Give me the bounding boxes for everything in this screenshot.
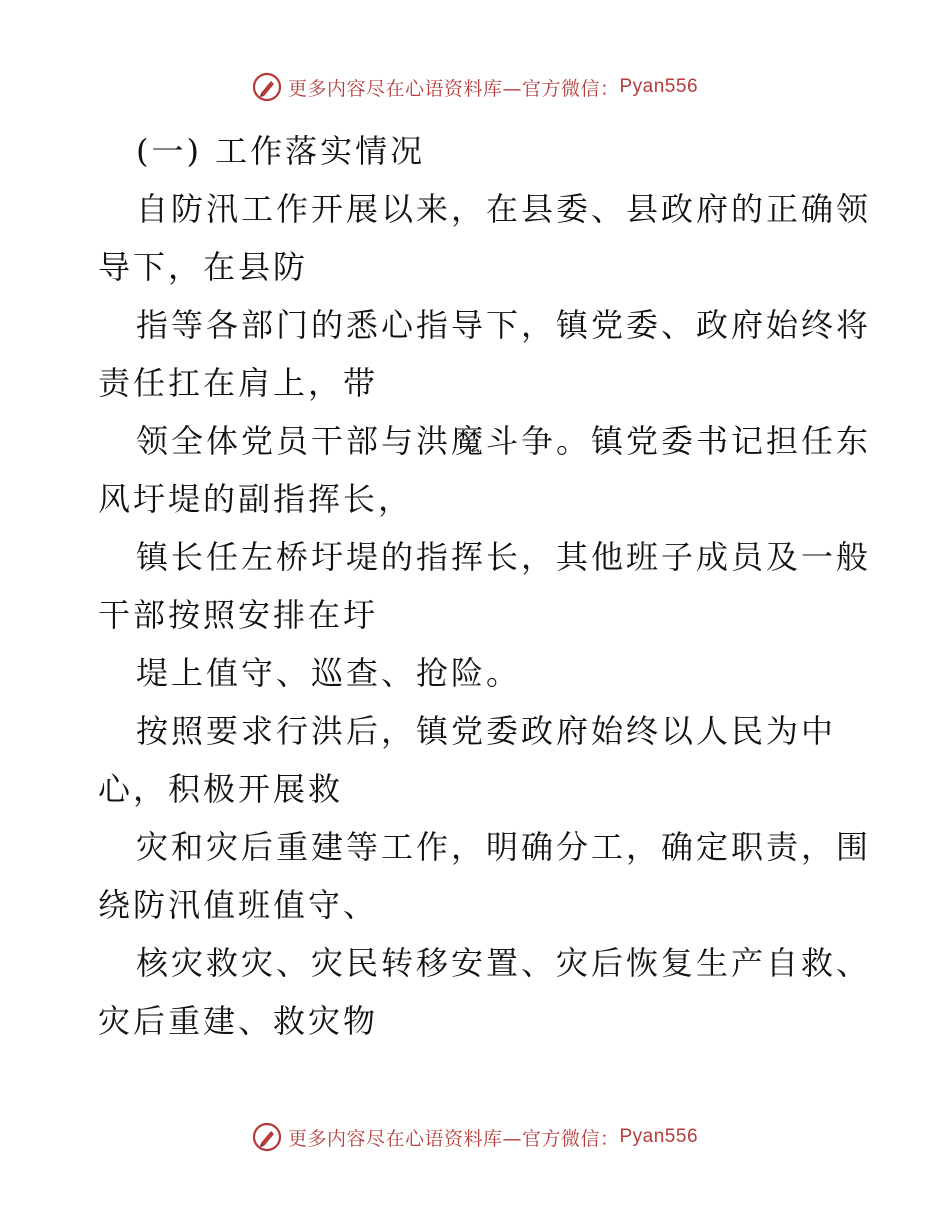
header-banner-contact: Pyan556	[619, 76, 699, 97]
section-heading: (一) 工作落实情况	[136, 132, 426, 170]
paragraph-line: 灾和灾后重建等工作，明确分工，确定职责，围	[136, 828, 872, 866]
paragraph-line: 镇长任左桥圩堤的指挥长，其他班子成员及一般	[136, 538, 872, 576]
paragraph-line: 灾后重建、救灾物	[98, 1002, 379, 1040]
paragraph-line: 导下，在县防	[98, 248, 309, 286]
header-banner	[0, 72, 950, 102]
paragraph-line: 风圩堤的副指挥长，	[98, 480, 414, 518]
paragraph-line: 领全体党员干部与洪魔斗争。镇党委书记担任东	[136, 422, 872, 460]
pen-logo-icon	[252, 1122, 282, 1152]
footer-banner-contact: Pyan556	[619, 1126, 699, 1147]
footer-banner	[0, 1122, 950, 1152]
document-body	[98, 122, 872, 1050]
paragraph-line: 责任扛在肩上，带	[98, 364, 379, 402]
paragraph-line: 堤上值守、巡查、抢险。	[136, 654, 522, 692]
paragraph-line: 干部按照安排在圩	[98, 596, 379, 634]
footer-banner-text: 更多内容尽在心语资料库—官方微信：	[287, 1127, 620, 1150]
paragraph-line: 绕防汛值班值守、	[98, 886, 379, 924]
paragraph-line: 心，积极开展救	[98, 770, 344, 808]
header-banner-text: 更多内容尽在心语资料库—官方微信：	[287, 77, 620, 100]
pen-logo-icon	[252, 72, 282, 102]
paragraph-line: 自防汛工作开展以来，在县委、县政府的正确领	[136, 190, 872, 228]
paragraph-line: 核灾救灾、灾民转移安置、灾后恢复生产自救、	[136, 944, 872, 982]
paragraph-line: 指等各部门的悉心指导下，镇党委、政府始终将	[136, 306, 872, 344]
paragraph-line: 按照要求行洪后，镇党委政府始终以人民为中	[136, 712, 837, 750]
